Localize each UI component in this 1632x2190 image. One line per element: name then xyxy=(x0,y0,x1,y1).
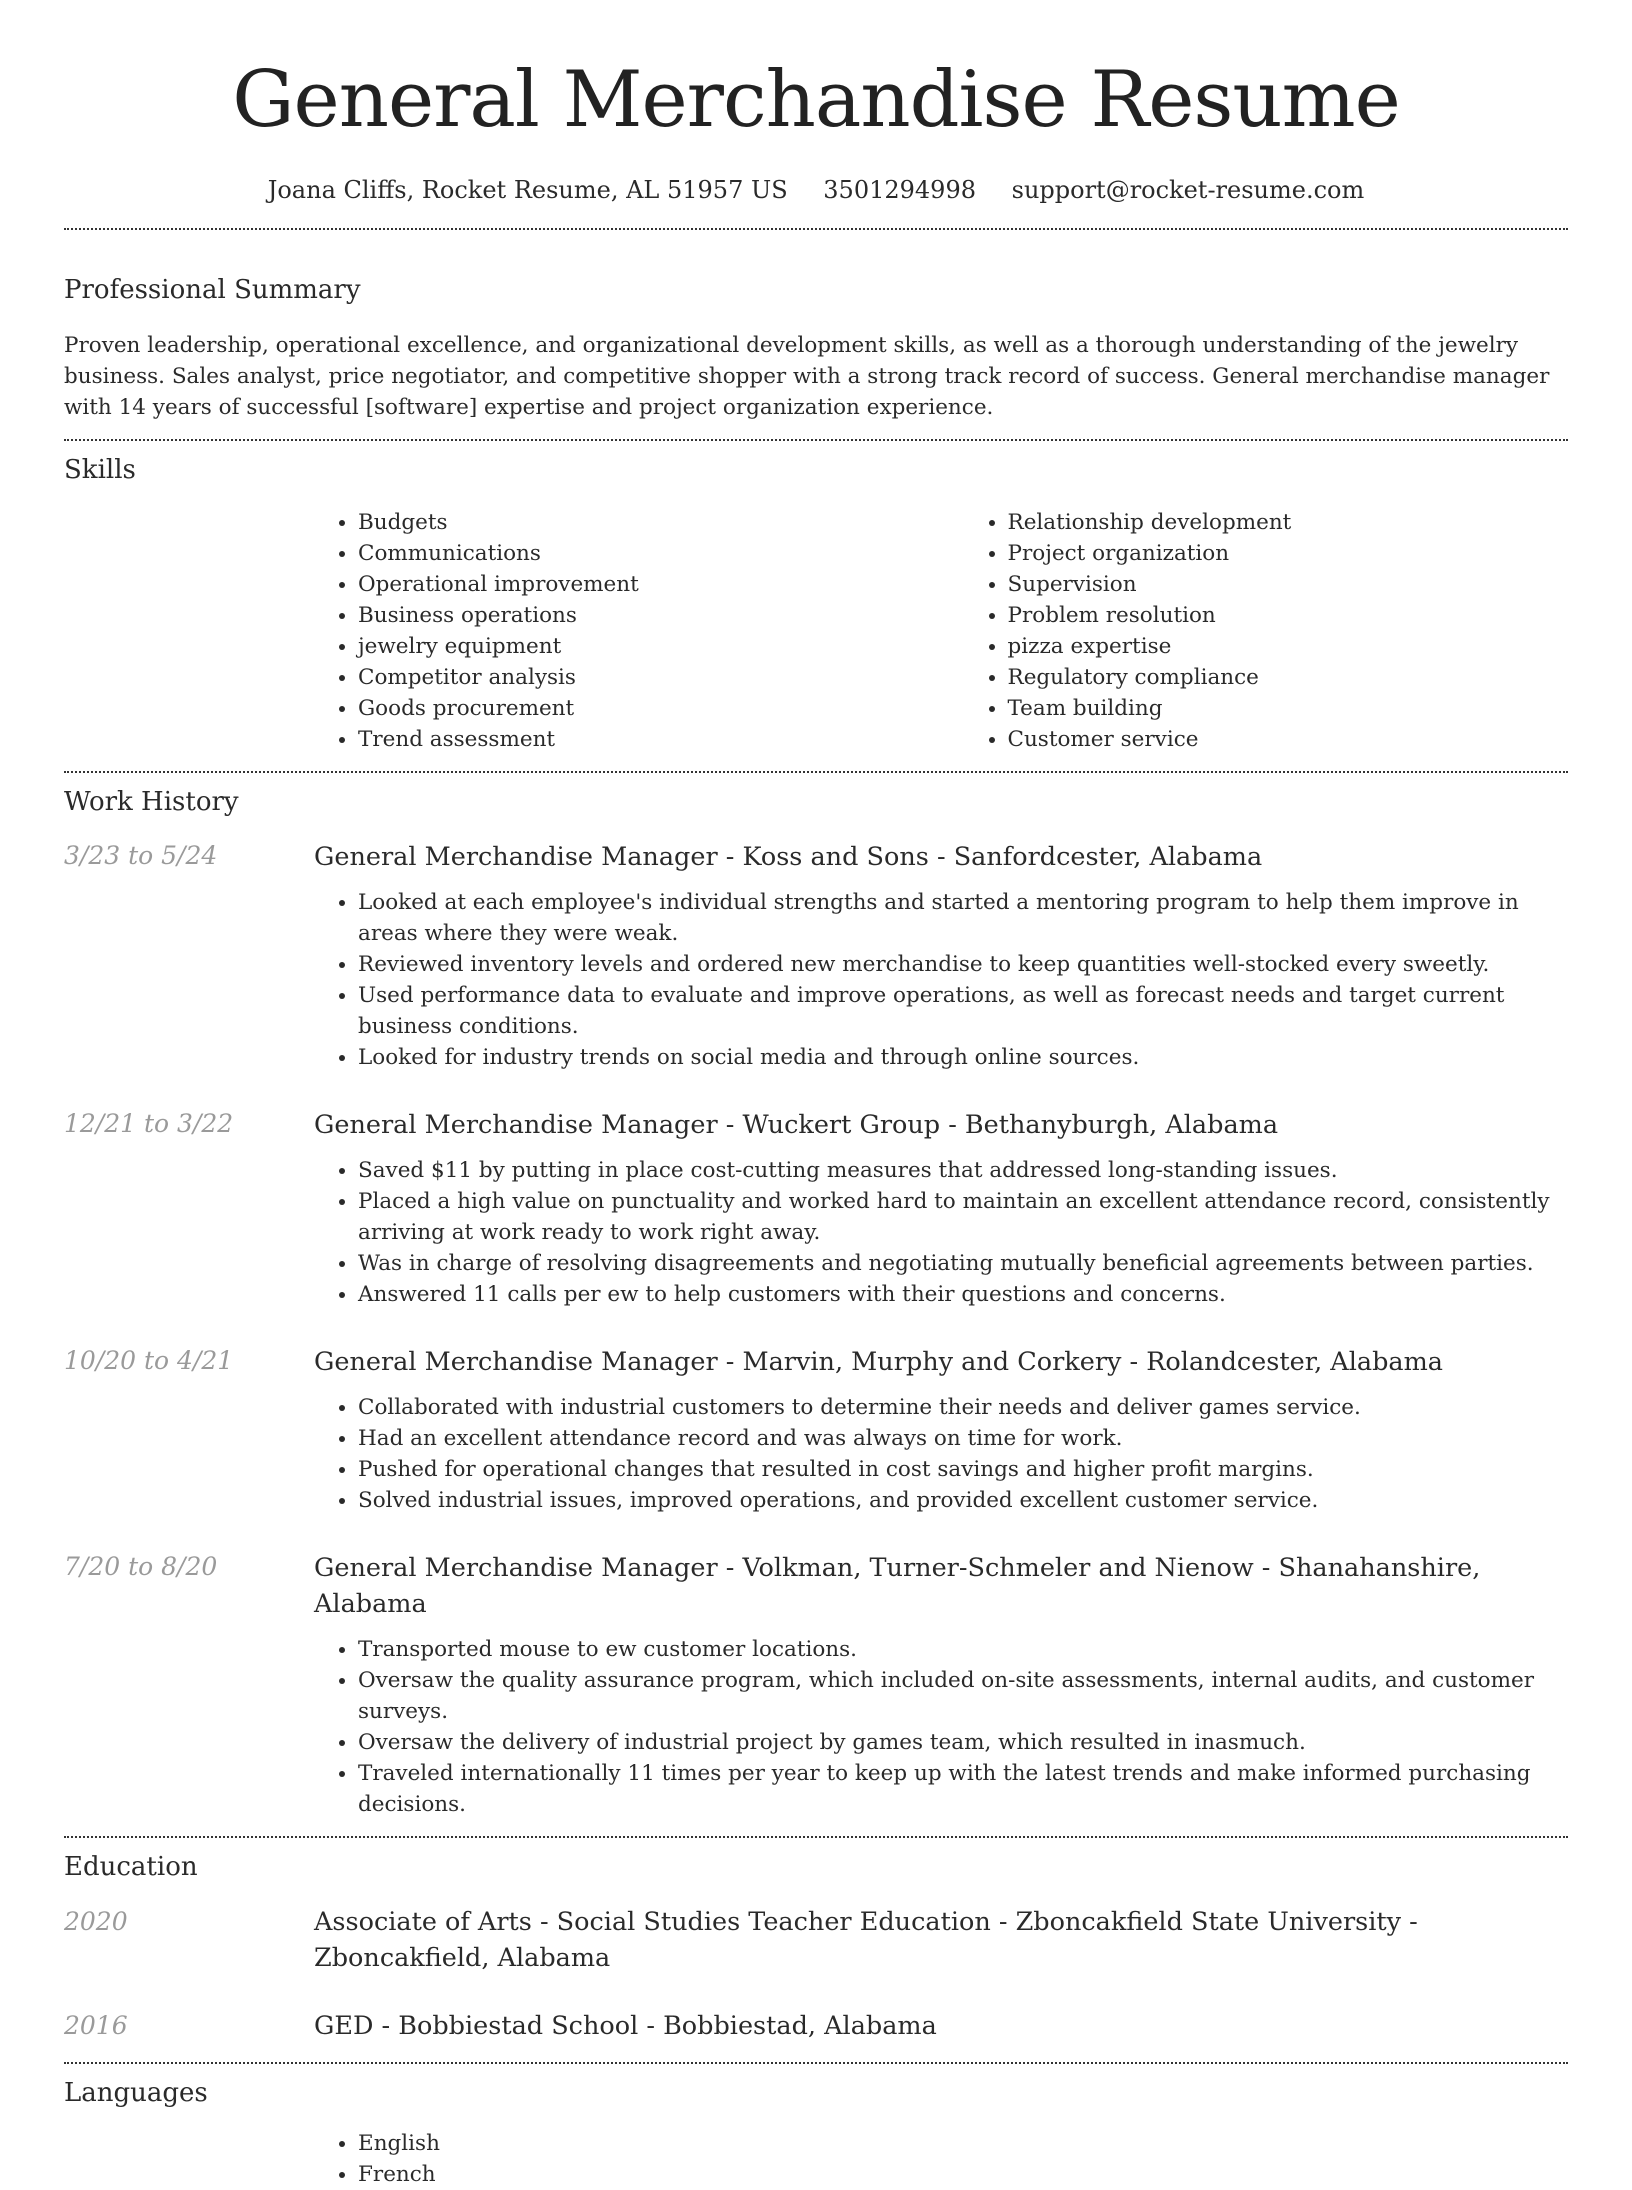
education-entry xyxy=(64,2008,1568,2044)
job-bullet: • Pushed for operational changes that resulted in cost savings and higher profit margins. xyxy=(358,1454,1568,1485)
section-title-skills: Skills xyxy=(64,455,136,485)
divider xyxy=(64,1836,1568,1838)
job-bullet: • Looked for industry trends on social media and through online sources. xyxy=(358,1042,1568,1073)
education-entry xyxy=(64,1904,1568,1976)
job-bullet: • Transported mouse to ew customer locations. xyxy=(358,1634,1568,1665)
job-bullet: • Placed a high value on punctuality and worked hard to maintain an excellent attendance record, consistently arriving at work ready to work right away. xyxy=(358,1186,1568,1248)
summary-text: Proven leadership, operational excellence, and organizational development skills, as well as a thorough understanding of the jewelry business. Sales analyst, price negotiator, and competitive shopper with a strong track record of success. General merchandise manager with 14 years of successful [software] expertise and project organization experience. xyxy=(64,333,1550,420)
skill-item: • Budgets xyxy=(358,507,919,538)
job-bullet: • Answered 11 calls per ew to help customers with their questions and concerns. xyxy=(358,1279,1568,1310)
job-bullet: • Traveled internationally 11 times per year to keep up with the latest trends and make informed purchasing decisions. xyxy=(358,1758,1568,1820)
skill-item: • Regulatory compliance xyxy=(1008,662,1569,693)
job-bullet: • Solved industrial issues, improved operations, and provided excellent customer service. xyxy=(358,1485,1568,1516)
job-bullets xyxy=(314,887,1568,1073)
job-bullet: • Had an excellent attendance record and was always on time for work. xyxy=(358,1423,1568,1454)
job-bullet: • Used performance data to evaluate and improve operations, as well as forecast needs and target current business conditions. xyxy=(358,980,1568,1042)
job-title: General Merchandise Manager - Koss and Sons - Sanfordcester, Alabama xyxy=(314,842,1263,872)
job-dates: 10/20 to 4/21 xyxy=(64,1346,234,1375)
languages-list xyxy=(314,2128,1568,2190)
resume-page xyxy=(64,0,1568,2190)
contact-line xyxy=(64,174,1568,206)
section-title-languages: Languages xyxy=(64,2078,208,2108)
section-title-work: Work History xyxy=(64,787,239,817)
skills-column-left xyxy=(314,507,919,755)
skill-item: • pizza expertise xyxy=(1008,631,1569,662)
job-bullets xyxy=(314,1634,1568,1820)
job-bullet: • Collaborated with industrial customers to determine their needs and deliver games service. xyxy=(358,1392,1568,1423)
job-dates: 12/21 to 3/22 xyxy=(64,1109,234,1138)
job-bullets xyxy=(314,1155,1568,1310)
contact-phone: 3501294998 xyxy=(823,176,976,204)
contact-address: Joana Cliffs, Rocket Resume, AL 51957 US xyxy=(267,176,788,204)
divider xyxy=(64,228,1568,230)
job-bullet: • Reviewed inventory levels and ordered new merchandise to keep quantities well-stocked every sweetly. xyxy=(358,949,1568,980)
job-bullet: • Looked at each employee's individual strengths and started a mentoring program to help them improve in areas where they were weak. xyxy=(358,887,1568,949)
job-dates: 7/20 to 8/20 xyxy=(64,1552,218,1581)
job-bullet: • Saved $11 by putting in place cost-cutting measures that addressed long-standing issues. xyxy=(358,1155,1568,1186)
job-entry xyxy=(64,839,1568,1073)
education-title: GED - Bobbiestad School - Bobbiestad, Alabama xyxy=(314,2011,937,2041)
job-title: General Merchandise Manager - Marvin, Murphy and Corkery - Rolandcester, Alabama xyxy=(314,1347,1443,1377)
skill-item: • Trend assessment xyxy=(358,724,919,755)
job-bullet: • Oversaw the quality assurance program, which included on-site assessments, internal audits, and customer surveys. xyxy=(358,1665,1568,1727)
skill-item: • Problem resolution xyxy=(1008,600,1569,631)
job-entry xyxy=(64,1550,1568,1820)
skill-item: • Project organization xyxy=(1008,538,1569,569)
page-title: General Merchandise Resume xyxy=(232,55,1400,145)
skill-item: • Supervision xyxy=(1008,569,1569,600)
skill-item: • Goods procurement xyxy=(358,693,919,724)
job-entry xyxy=(64,1107,1568,1310)
skill-item: • Business operations xyxy=(358,600,919,631)
section-title-summary: Professional Summary xyxy=(64,275,361,305)
education-year: 2020 xyxy=(64,1907,128,1936)
skill-item: • Competitor analysis xyxy=(358,662,919,693)
job-bullet: • Oversaw the delivery of industrial project by games team, which resulted in inasmuch. xyxy=(358,1727,1568,1758)
job-title: General Merchandise Manager - Volkman, Turner-Schmeler and Nienow - Shanahanshire, Alabama xyxy=(314,1553,1481,1619)
job-dates: 3/23 to 5/24 xyxy=(64,841,218,870)
education-title: Associate of Arts - Social Studies Teacher Education - Zboncakfield State University - Zboncakfield, Alabama xyxy=(314,1907,1418,1973)
contact-email: support@rocket-resume.com xyxy=(1011,176,1365,204)
job-entry xyxy=(64,1344,1568,1516)
divider xyxy=(64,771,1568,773)
skill-item: • Team building xyxy=(1008,693,1569,724)
language-item: • English xyxy=(358,2128,1568,2159)
skills-column-right xyxy=(964,507,1569,755)
job-title: General Merchandise Manager - Wuckert Group - Bethanyburgh, Alabama xyxy=(314,1110,1279,1140)
divider xyxy=(64,439,1568,441)
section-title-education: Education xyxy=(64,1852,198,1882)
skills-list xyxy=(314,507,1568,755)
skill-item: • Communications xyxy=(358,538,919,569)
skill-item: • Customer service xyxy=(1008,724,1569,755)
skill-item: • jewelry equipment xyxy=(358,631,919,662)
language-item: • French xyxy=(358,2159,1568,2190)
education-year: 2016 xyxy=(64,2011,128,2040)
skill-item: • Relationship development xyxy=(1008,507,1569,538)
divider xyxy=(64,2062,1568,2064)
job-bullets xyxy=(314,1392,1568,1516)
job-bullet: • Was in charge of resolving disagreements and negotiating mutually beneficial agreements between parties. xyxy=(358,1248,1568,1279)
skill-item: • Operational improvement xyxy=(358,569,919,600)
